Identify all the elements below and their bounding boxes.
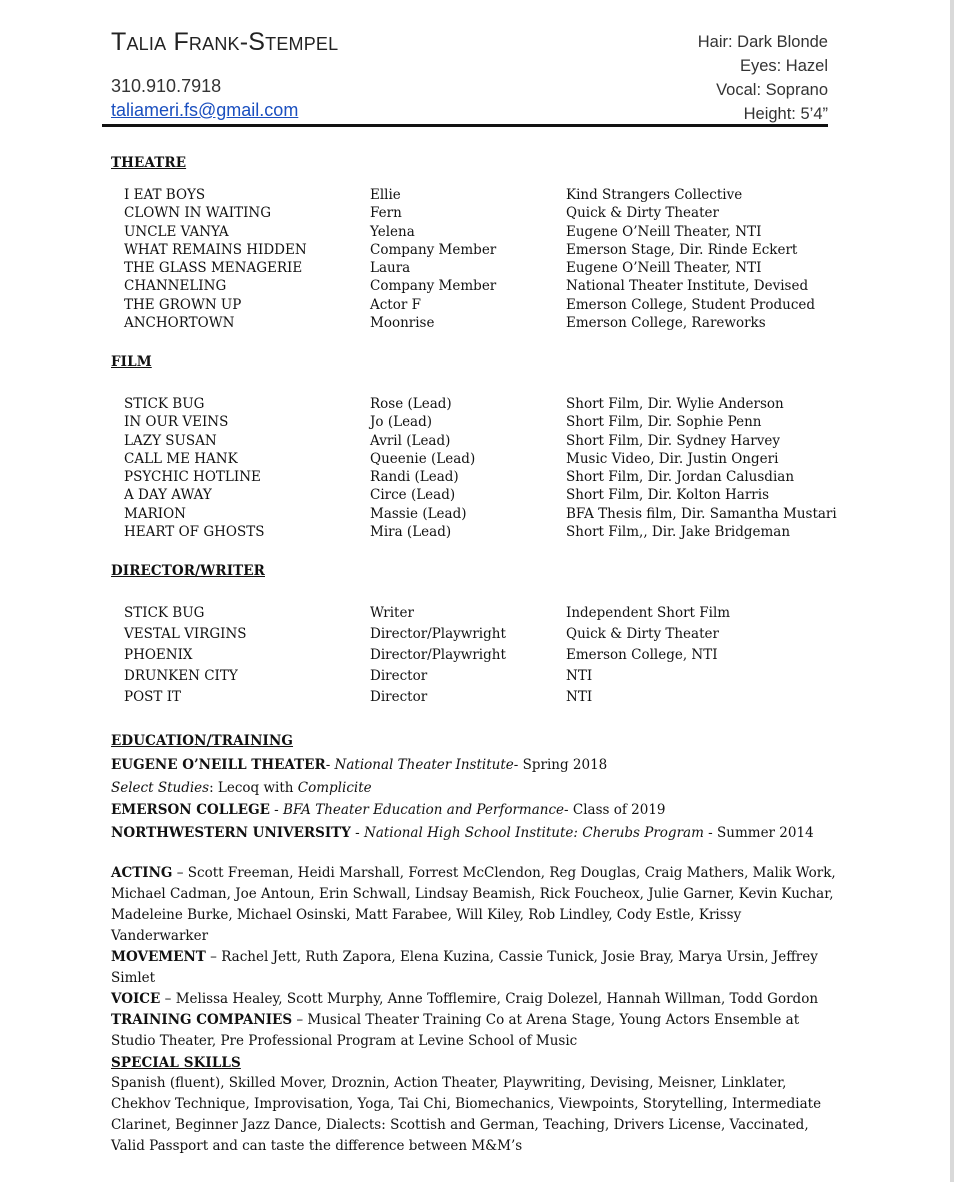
studies-company: Complicite — [297, 779, 372, 796]
credit-company: NTI — [566, 689, 593, 705]
skills-heading: SPECIAL SKILLS — [111, 1055, 241, 1071]
credit-role: Director/Playwright — [370, 626, 506, 642]
credit-company: Emerson Stage, Dir. Rinde Eckert — [566, 241, 798, 258]
credit-company: Independent Short Film — [566, 605, 731, 621]
school-name: NORTHWESTERN UNIVERSITY — [111, 824, 351, 841]
stat-eyes: Eyes: Hazel — [739, 57, 828, 75]
program-date: - Class of 2019 — [564, 802, 666, 818]
theatre-heading: THEATRE — [111, 155, 187, 171]
physical-stats — [698, 30, 828, 126]
credit-title: UNCLE VANYA — [124, 223, 229, 240]
separator: - — [325, 757, 335, 773]
education-heading: EDUCATION/TRAINING — [111, 733, 294, 749]
credit-role: Randi (Lead) — [370, 469, 459, 486]
credit-company: Eugene O’Neill Theater, NTI — [566, 260, 762, 277]
companies-label: TRAINING COMPANIES — [111, 1012, 293, 1028]
credit-title: I EAT BOYS — [124, 187, 206, 203]
stat-height: Height: 5’4” — [743, 105, 828, 123]
movement-teachers: – Rachel Jett, Ruth Zapora, Elena Kuzina, Cassie Tunick, Josie Bray, Marya Ursin, Jeffrey Simlet — [111, 949, 818, 986]
voice-label: VOICE — [111, 991, 161, 1007]
training-block — [111, 863, 841, 1052]
credit-company: National Theater Institute, Devised — [566, 278, 809, 295]
voice-teachers: – Melissa Healey, Scott Murphy, Anne Tofflemire, Craig Dolezel, Hannah Willman, Todd Gordon — [160, 991, 819, 1007]
credit-title: STICK BUG — [124, 605, 205, 621]
credit-company: Emerson College, Student Produced — [566, 296, 816, 313]
credit-title: WHAT REMAINS HIDDEN — [124, 241, 307, 258]
credit-title: A DAY AWAY — [124, 487, 212, 504]
program-name: National Theater Institute — [334, 757, 514, 773]
credit-role: Director — [370, 668, 428, 684]
credit-title: CHANNELING — [124, 278, 227, 295]
credit-title: DRUNKEN CITY — [124, 668, 238, 684]
credit-role: Company Member — [370, 278, 497, 295]
credit-company: BFA Thesis film, Dir. Samantha Mustari — [566, 505, 837, 522]
credit-company: NTI — [566, 668, 593, 684]
program-name: National High School Institute: Cherubs Program — [364, 824, 704, 841]
page-edge — [950, 0, 954, 1182]
studies-label: Select Studies — [111, 779, 210, 796]
email-link[interactable]: taliameri.fs@gmail.com — [111, 100, 299, 120]
credit-title: PHOENIX — [124, 647, 193, 663]
credit-role: Circe (Lead) — [370, 487, 456, 504]
training-companies: – Musical Theater Training Co at Arena Stage, Young Actors Ensemble at Studio Theater, Pre Professional Program at Levine School of Music — [111, 1012, 800, 1049]
credit-company: Short Film, Dir. Jordan Calusdian — [566, 469, 795, 486]
acting-label: ACTING — [111, 865, 173, 881]
credit-role: Ellie — [370, 187, 401, 203]
actor-name: Talia Frank-Stempel — [111, 28, 339, 56]
credit-role: Company Member — [370, 241, 497, 258]
program-date: - Spring 2018 — [513, 757, 608, 773]
education-line-oneill — [111, 754, 814, 777]
credit-role: Laura — [370, 260, 411, 277]
movement-label: MOVEMENT — [111, 949, 206, 965]
skills-text: Spanish (fluent), Skilled Mover, Droznin, Action Theater, Playwriting, Devising, Meisner, Linklater, Chekhov Technique, Improvisation, Yoga, Tai Chi, Biomechanics, Viewpoints, Storytelling, Intermediate Clarinet, Beginner Jazz Dance, Dialects: Scottish and German, Teaching, Drivers License, Vaccinated, Valid Passport and can taste the difference between M&M’s — [111, 1075, 822, 1154]
credit-role: Jo (Lead) — [370, 414, 433, 431]
credit-role: Moonrise — [370, 315, 435, 332]
studies-text: : Lecoq with — [209, 779, 298, 796]
credit-company: Eugene O’Neill Theater, NTI — [566, 223, 762, 240]
credit-company: Short Film, Dir. Kolton Harris — [566, 487, 770, 504]
credit-title: MARION — [124, 505, 186, 522]
credit-company: Short Film,, Dir. Jake Bridgeman — [566, 524, 791, 541]
credit-role: Mira (Lead) — [370, 524, 452, 541]
credit-title: PSYCHIC HOTLINE — [124, 469, 261, 486]
program-date: - Summer 2014 — [703, 824, 814, 841]
credit-company: Music Video, Dir. Justin Ongeri — [566, 450, 779, 467]
separator: - — [350, 824, 364, 841]
credit-title: IN OUR VEINS — [124, 414, 229, 431]
education-line-studies — [111, 777, 814, 800]
credit-company: Kind Strangers Collective — [566, 187, 743, 203]
credit-role: Writer — [370, 605, 414, 621]
credit-company: Emerson College, Rareworks — [566, 315, 766, 332]
school-name: EMERSON COLLEGE — [111, 802, 270, 818]
credit-role: Director/Playwright — [370, 647, 506, 663]
credit-role: Rose (Lead) — [370, 396, 452, 412]
header-divider — [102, 124, 828, 127]
credit-title: THE GLASS MENAGERIE — [124, 260, 303, 277]
credit-company: Short Film, Dir. Sydney Harvey — [566, 432, 780, 449]
stat-hair: Hair: Dark Blonde — [697, 33, 828, 51]
credit-title: ANCHORTOWN — [124, 315, 235, 332]
separator: - — [269, 802, 284, 818]
credit-company: Quick & Dirty Theater — [566, 626, 719, 642]
credit-title: VESTAL VIRGINS — [124, 626, 247, 642]
film-heading: FILM — [111, 354, 152, 370]
credit-company: Short Film, Dir. Wylie Anderson — [566, 396, 784, 412]
acting-teachers: – Scott Freeman, Heidi Marshall, Forrest McClendon, Reg Douglas, Craig Mathers, Malik Work, Michael Cadman, Joe Antoun, Erin Schwall, Lindsay Beamish, Rick Foucheox, Julie Garner, Kevin Kuchar, Madeleine Burke, Michael Osinski, Matt Farabee, Will Kiley, Rob Lindley, Cody Estle, Krissy Vanderwarker — [111, 865, 836, 944]
credit-title: CALL ME HANK — [124, 450, 238, 467]
credit-role: Queenie (Lead) — [370, 450, 476, 467]
credit-title: STICK BUG — [124, 396, 205, 412]
credit-role: Fern — [370, 205, 402, 222]
credit-role: Director — [370, 689, 428, 705]
credit-role: Avril (Lead) — [370, 432, 451, 449]
phone-number: 310.910.7918 — [111, 76, 222, 96]
school-name: EUGENE O’NEILL THEATER — [111, 757, 326, 773]
credit-title: CLOWN IN WAITING — [124, 205, 271, 222]
director-heading: DIRECTOR/WRITER — [111, 563, 265, 579]
education-line-northwestern — [111, 822, 814, 845]
credit-title: POST IT — [124, 689, 182, 705]
credit-company: Quick & Dirty Theater — [566, 205, 719, 222]
education-block — [111, 754, 814, 844]
credit-role: Massie (Lead) — [370, 505, 467, 522]
credit-company: Short Film, Dir. Sophie Penn — [566, 414, 762, 431]
credit-company: Emerson College, NTI — [566, 647, 718, 663]
credit-role: Yelena — [370, 223, 415, 240]
stat-vocal: Vocal: Soprano — [716, 81, 828, 99]
credit-role: Actor F — [370, 296, 421, 313]
credit-title: THE GROWN UP — [124, 296, 242, 313]
credit-title: LAZY SUSAN — [124, 432, 217, 449]
program-name: BFA Theater Education and Performance — [283, 802, 565, 818]
credit-title: HEART OF GHOSTS — [124, 524, 265, 541]
education-line-emerson — [111, 799, 814, 822]
